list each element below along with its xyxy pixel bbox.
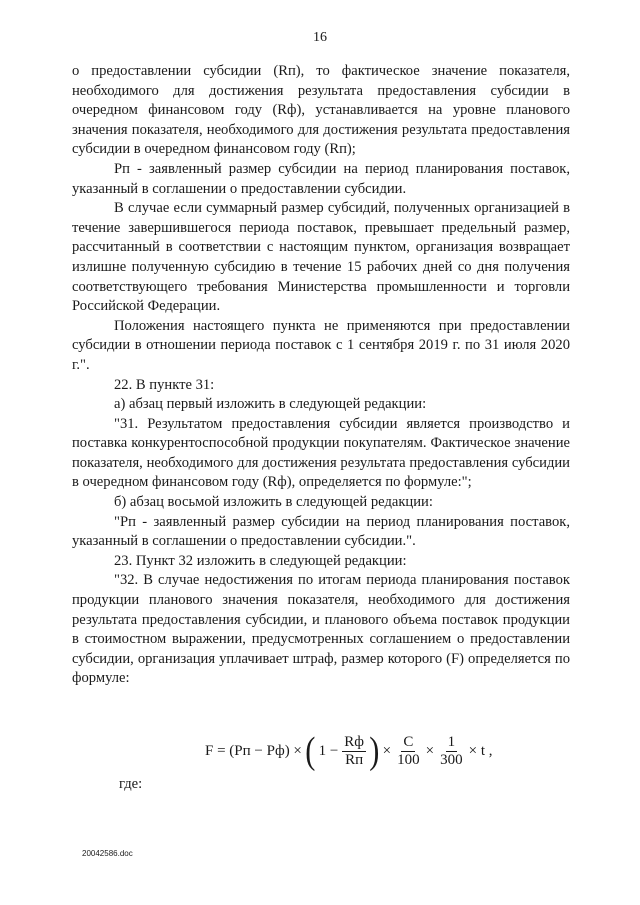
formula-left-paren: (	[305, 730, 316, 772]
formula-lhs: F = (Рп − Рф) ×	[205, 742, 302, 759]
penalty-formula	[203, 728, 495, 774]
formula-one-numerator: 1	[447, 733, 456, 750]
paragraph-8: б) абзац восьмой изложить в следующей редакции:	[114, 494, 433, 511]
formula-times-1: ×	[382, 742, 392, 759]
paragraph-10: 23. Пункт 32 изложить в следующей редакции:	[114, 552, 407, 569]
formula-r-denominator: Rп	[345, 751, 364, 768]
paragraph-5: 22. В пункте 31:	[114, 376, 215, 393]
document-body	[72, 62, 570, 689]
formula-one-denominator: 300	[440, 751, 463, 768]
formula-one-minus: 1 −	[318, 742, 339, 759]
paragraph-9: "Рп - заявленный размер субсидии на период планирования поставок, указанный в соглашении о предоставлении субсидии.".	[72, 513, 570, 550]
paragraph-7: "31. Результатом предоставления субсидии является производство и поставка конкурентоспособной продукции покупателям. Фактическое значение показателя, необходимого для достижения результата предоставления субсидии в очередном финансовом году (Rф), определяется по формуле:";	[72, 415, 570, 491]
formula-tail: × t ,	[468, 742, 493, 759]
footer-doc-code: 20042586.doc	[82, 849, 133, 858]
formula-r-numerator: Rф	[344, 733, 365, 750]
formula-fraction-r	[342, 734, 366, 769]
paragraph-2: Рп - заявленный размер субсидии на период планирования поставок, указанный в соглашении о предоставлении субсидии.	[72, 160, 570, 197]
formula-right-paren: )	[369, 730, 380, 772]
page-number: 16	[313, 30, 327, 45]
paragraph-1: о предоставлении субсидии (Rп), то фактическое значение показателя, необходимого для достижения результата предоставления субсидии в очередном финансовом году (Rф), устанавливается на уровне планового значения показателя, необходимого для достижения результата предоставления субсидии в очередном финансовом году (Rп);	[72, 63, 570, 158]
formula-fraction-one	[438, 734, 465, 769]
paragraph-3: В случае если суммарный размер субсидий, полученных организацией в течение завершившегося периода поставок, превышает предельный размер, рассчитанный в соответствии с настоящим пунктом, организация возвращает излишне полученную субсидию в течение 15 рабочих дней со дня получения соответствующего требования Министерства промышленности и торговли Российской Федерации.	[72, 200, 570, 315]
paragraph-6: а) абзац первый изложить в следующей редакции:	[114, 396, 427, 413]
formula-c-denominator: 100	[397, 751, 420, 768]
paragraph-4: Положения настоящего пункта не применяются при предоставлении субсидии в отношении периода поставок с 1 сентября 2019 г. по 31 июля 2020 г.".	[72, 317, 570, 373]
where-label: где:	[119, 776, 143, 792]
formula-times-2: ×	[425, 742, 435, 759]
paragraph-11: "32. В случае недостижения по итогам периода планирования поставок продукции планового значения показателя, необходимого для достижения результата предоставления субсидии, и планового объема поставок продукции в стоимостном выражении, предусмотренных соглашением о предоставлении субсидии, организация уплачивает штраф, размер которого (F) определяется по формуле:	[72, 572, 570, 687]
formula-c-numerator: C	[403, 733, 414, 750]
formula-fraction-c	[395, 734, 422, 769]
